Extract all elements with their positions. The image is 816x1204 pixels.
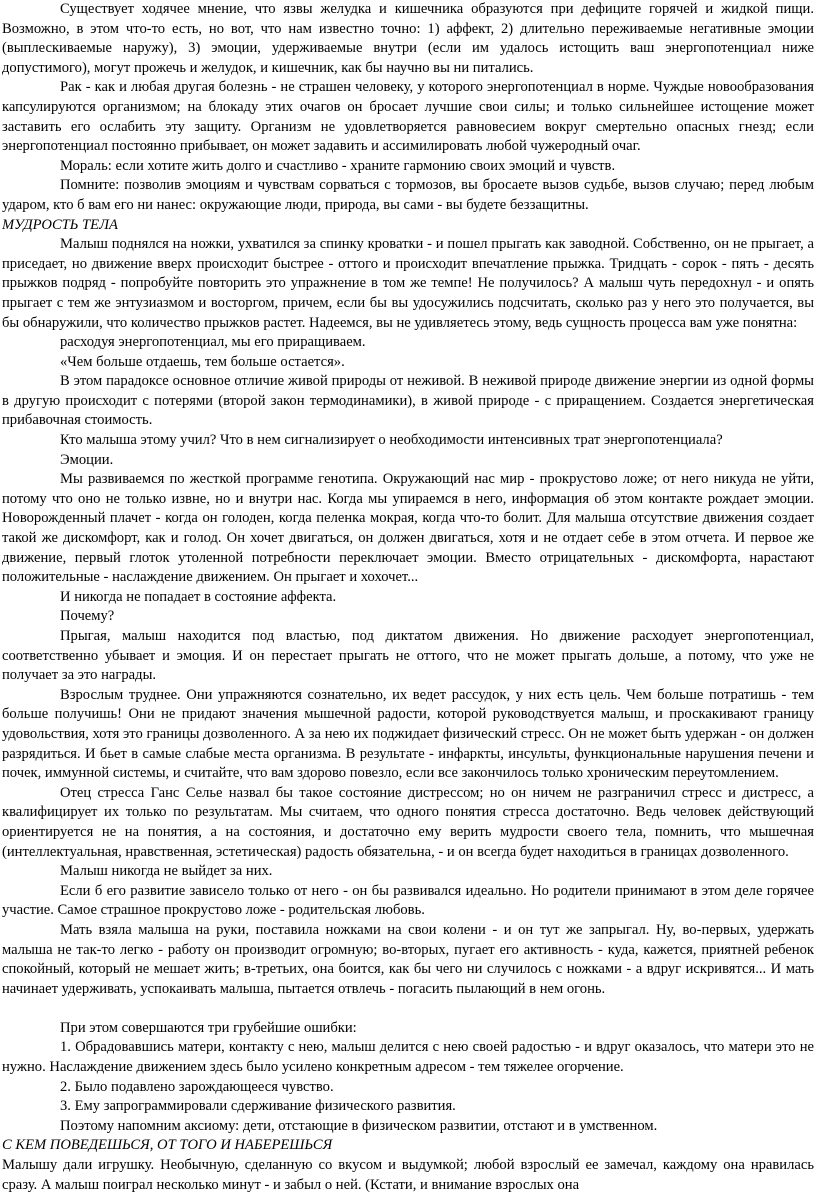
paragraph: Прыгая, малыш находится под властью, под диктатом движения. Но движение расходует энергопотенциал, соответственно убывает и эмоция. И он перестает прыгать не оттого, что не может прыгать дольше, а потому, что уже не получает за это награды.	[2, 628, 814, 684]
paragraph: Почему?	[60, 608, 115, 625]
paragraph: При этом совершаются три грубейшие ошибки:	[60, 1019, 357, 1036]
paragraph: Малышу дали игрушку. Необычную, сделанную со вкусом и выдумкой; любой взрослый ее замечал, каждому она нравилась сразу. А малыш поиграл несколько минут - и забыл о ней. (Кстати, и внимание взрослых она	[2, 1157, 814, 1193]
paragraph: Малыш поднялся на ножки, ухватился за спинку кроватки - и пошел прыгать как заводной. Собственно, он не прыгает, а приседает, но движение вверх происходит быстрее - оттого и происходит впечатление прыжка. Тридцать - сорок - пять - десять прыжков подряд - попробуйте повторить это упражнение в том же темпе! Не получилось? А малыш чуть передохнул - и опять прыгает с тем же энтузиазмом и восторгом, причем, если бы вы удосужились подсчитать, сколько раз у него это получается, вы бы обнаружили, что количество прыжков растет. Надеемся, вы не удивляетесь этому, ведь сущность процесса вам уже понятна:	[2, 236, 814, 331]
blank-line	[2, 999, 814, 1019]
paragraph: Отец стресса Ганс Селье назвал бы такое состояние дистрессом; но он ничем не разграничил стресс и дистресс, а квалифицирует их только по результатам. Мы считаем, что одного понятия стресса достаточно. Ведь человек действующий ориентируется не на понятия, а на состояния, и достаточно ему верить мудрости своего тела, помнить, что мышечная (интеллектуальная, нравственная, эстетическая) радость обязательна, - и он всегда будет находиться в границах дозволенного.	[2, 784, 814, 860]
paragraph: расходуя энергопотенциал, мы его приращиваем.	[60, 334, 366, 351]
paragraph: 1. Обрадовавшись матери, контакту с нею, малыш делится с нею своей радостью - и вдруг оказалось, что матери это не нужно. Наслаждение движением здесь было усилено конкретным адресом - тем тяжелее огорчение.	[2, 1039, 814, 1076]
paragraph: Кто малыша этому учил? Что в нем сигнализирует о необходимости интенсивных трат энергопотенциала?	[60, 432, 723, 449]
document-page	[2, 0, 814, 1195]
paragraph: Помните: позволив эмоциям и чувствам сорваться с тормозов, вы бросаете вызов судьбе, вызов случаю; перед любым ударом, кто б вам его ни нанес: окружающие люди, природа, вы сами - вы будете беззащитны.	[2, 177, 814, 213]
paragraph: Существует ходячее мнение, что язвы желудка и кишечника образуются при дефиците горячей и жидкой пищи. Возможно, в этом что-то есть, но вот, что нам известно точно: 1) аффект, 2) длительно переживаемые негативные эмоции (выплескиваемые наружу), 3) эмоции, удерживаемые внутри (если им удалось истощить ваш энергопотенциал ниже допустимого), могут прожечь и желудок, и кишечник, как бы научно вы ни питались.	[2, 1, 814, 76]
paragraph: Эмоции.	[60, 451, 114, 468]
paragraph: Если б его развитие зависело только от него - он бы развивался идеально. Но родители принимают в этом деле горячее участие. Самое страшное прокрустово ложе - родительская любовь.	[2, 882, 814, 919]
paragraph: Малыш никогда не выйдет за них.	[60, 863, 273, 880]
paragraph: Мать взяла малыша на руки, поставила ножками на свои колени - и он тут же запрыгал. Ну, во-первых, удержать малыша не так-то легко - работу он производит огромную; во-вторых, пугает его активность - куда, кажется, приятней ребенок спокойный, который не мешает жить; в-третьих, она боится, как бы чего ни случилось с ножками - а вдруг искривятся... И мать начинает удерживать, успокаивать малыша, пытается отвлечь - погасить пылающий в нем огонь.	[2, 921, 814, 997]
paragraph: Взрослым труднее. Они упражняются сознательно, их ведет рассудок, у них есть цель. Чем больше потратишь - тем больше получишь! Они не придают значения мышечной радости, которой руководствуется малыш, и проскакивают границу удовольствия, хотя это границы дозволенного. А за нею их поджидает физический стресс. Он не может быть удержан - он должен разрядиться. И бьет в самые слабые места организма. В результате - инфаркты, инсульты, функциональные нарушения печени и почек, иммунной системы, и считайте, что вам здорово повезло, если все закончилось только хроническим переутомлением.	[2, 686, 814, 782]
paragraph: 2. Было подавлено зарождающееся чувство.	[60, 1078, 334, 1095]
section-heading: МУДРОСТЬ ТЕЛА	[2, 216, 118, 233]
paragraph: Рак - как и любая другая болезнь - не страшен человеку, у которого энергопотенциал в норме. Чуждые новообразования капсулируются организмом; на блокаду этих очагов он бросает лучшие свои силы; и только сильнейшее истощение может заставить его ослабить эту защиту. Организм не удовлетворяется равновесием вокруг смертельно опасных гнезд; если энергопотенциал постоянно прибывает, он может задавить и ассимилировать любой чужеродный очаг.	[2, 79, 814, 155]
paragraph: «Чем больше отдаешь, тем больше остается».	[60, 353, 345, 370]
paragraph: Поэтому напомним аксиому: дети, отстающие в физическом развитии, отстают и в умственном.	[60, 1117, 658, 1134]
paragraph: 3. Ему запрограммировали сдерживание физического развития.	[60, 1098, 456, 1115]
paragraph: В этом парадоксе основное отличие живой природы от неживой. В неживой природе движение энергии из одной формы в другую происходит с потерями (второй закон термодинамики), в живой природе - с приращением. Создается энергетическая прибавочная стоимость.	[2, 373, 814, 429]
section-heading: С КЕМ ПОВЕДЕШЬСЯ, ОТ ТОГО И НАБЕРЕШЬСЯ	[2, 1137, 333, 1154]
paragraph: Мы развиваемся по жесткой программе генотипа. Окружающий нас мир - прокрустово ложе; от него никуда не уйти, потому что оно не только извне, но и внутри нас. Когда мы упираемся в него, информация об этом контакте рождает эмоции. Новорожденный плачет - когда он голоден, когда пеленка мокрая, когда что-то болит. Для малыша отсутствие движения создает такой же дискомфорт, как и голод. Он хочет двигаться, он должен двигаться, хотя и не отдает себе в этом отчета. И первое же движение, первый глоток утоленной потребности переключает эмоции. Вместо отрицательных - дискомфорта, нарастают положительные - наслаждение движением. Он прыгает и хохочет...	[2, 471, 814, 586]
paragraph: Мораль: если хотите жить долго и счастливо - храните гармонию своих эмоций и чувств.	[60, 157, 616, 174]
paragraph: И никогда не попадает в состояние аффекта.	[60, 588, 337, 605]
